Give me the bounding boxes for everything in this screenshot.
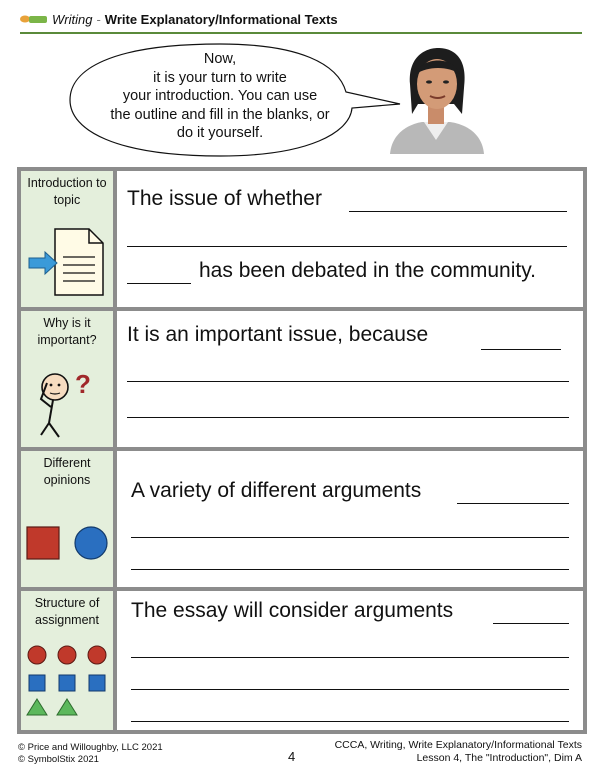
writing-cell bbox=[117, 311, 583, 447]
bubble-line: Now, bbox=[203, 51, 237, 67]
fill-in-blank[interactable] bbox=[127, 246, 567, 247]
sentence-ending: has been debated in the community. bbox=[199, 259, 536, 282]
copyright-line: © Price and Willoughby, LLC 2021 bbox=[18, 742, 163, 753]
square-circle-icon bbox=[25, 525, 111, 561]
thinking-person-question-icon bbox=[35, 363, 105, 443]
table-row bbox=[19, 449, 585, 589]
label-cell bbox=[21, 591, 113, 730]
bubble-line: do it yourself. bbox=[176, 125, 264, 141]
outline-table bbox=[17, 167, 587, 734]
table-row bbox=[19, 589, 585, 732]
fill-in-blank[interactable] bbox=[481, 349, 561, 350]
fill-in-blank[interactable] bbox=[131, 569, 569, 570]
fill-in-blank[interactable] bbox=[131, 689, 569, 690]
svg-text:?: ? bbox=[75, 369, 91, 399]
fill-in-blank[interactable] bbox=[493, 623, 569, 624]
row-label: Different opinions bbox=[43, 456, 91, 487]
fill-in-blank[interactable] bbox=[349, 211, 567, 212]
sentence-starter: The essay will consider arguments bbox=[131, 599, 454, 622]
bubble-line: your introduction. You can use bbox=[122, 88, 318, 104]
writing-cell bbox=[117, 171, 583, 307]
bubble-line: it is your turn to write bbox=[153, 69, 287, 86]
row-label: Why is it important? bbox=[37, 316, 97, 347]
writing-cell bbox=[117, 591, 583, 730]
fill-in-blank[interactable] bbox=[127, 381, 569, 382]
teacher-avatar-icon bbox=[382, 44, 490, 154]
page-number: 4 bbox=[288, 749, 296, 764]
footer-course-info bbox=[335, 739, 582, 765]
header-main-title: Write Explanatory/Informational Texts bbox=[104, 12, 338, 27]
fill-in-blank[interactable] bbox=[131, 537, 569, 538]
table-row bbox=[19, 309, 585, 449]
row-label: Introduction to topic bbox=[27, 176, 107, 207]
course-line: CCCA, Writing, Write Explanatory/Informational Texts bbox=[334, 739, 582, 751]
label-cell bbox=[21, 171, 113, 307]
copyright-line: © SymbolStix 2021 bbox=[18, 754, 99, 765]
fill-in-blank[interactable] bbox=[131, 721, 569, 722]
fill-in-blank[interactable] bbox=[131, 657, 569, 658]
table-row bbox=[19, 169, 585, 309]
sentence-starter: A variety of different arguments bbox=[131, 479, 422, 502]
row-label: Structure of assignment bbox=[34, 596, 100, 627]
sentence-starter: The issue of whether bbox=[127, 187, 322, 210]
speech-bubble-text bbox=[80, 50, 360, 143]
fill-in-blank[interactable] bbox=[127, 417, 569, 418]
header-separator: - bbox=[96, 12, 101, 27]
document-arrow-icon bbox=[27, 223, 107, 299]
fill-in-blank[interactable] bbox=[127, 283, 191, 284]
bubble-line: the outline and fill in the blanks, or bbox=[110, 106, 330, 123]
sentence-starter: It is an important issue, because bbox=[127, 323, 429, 346]
lesson-line: Lesson 4, The "Introduction", Dim A bbox=[416, 752, 582, 764]
header-section: Writing bbox=[52, 12, 93, 27]
writing-cell bbox=[117, 451, 583, 587]
speech-bubble bbox=[0, 0, 600, 165]
label-cell bbox=[21, 451, 113, 587]
label-cell bbox=[21, 311, 113, 447]
shapes-grid-icon bbox=[25, 645, 111, 719]
footer-copyright bbox=[18, 742, 163, 766]
fill-in-blank[interactable] bbox=[457, 503, 569, 504]
